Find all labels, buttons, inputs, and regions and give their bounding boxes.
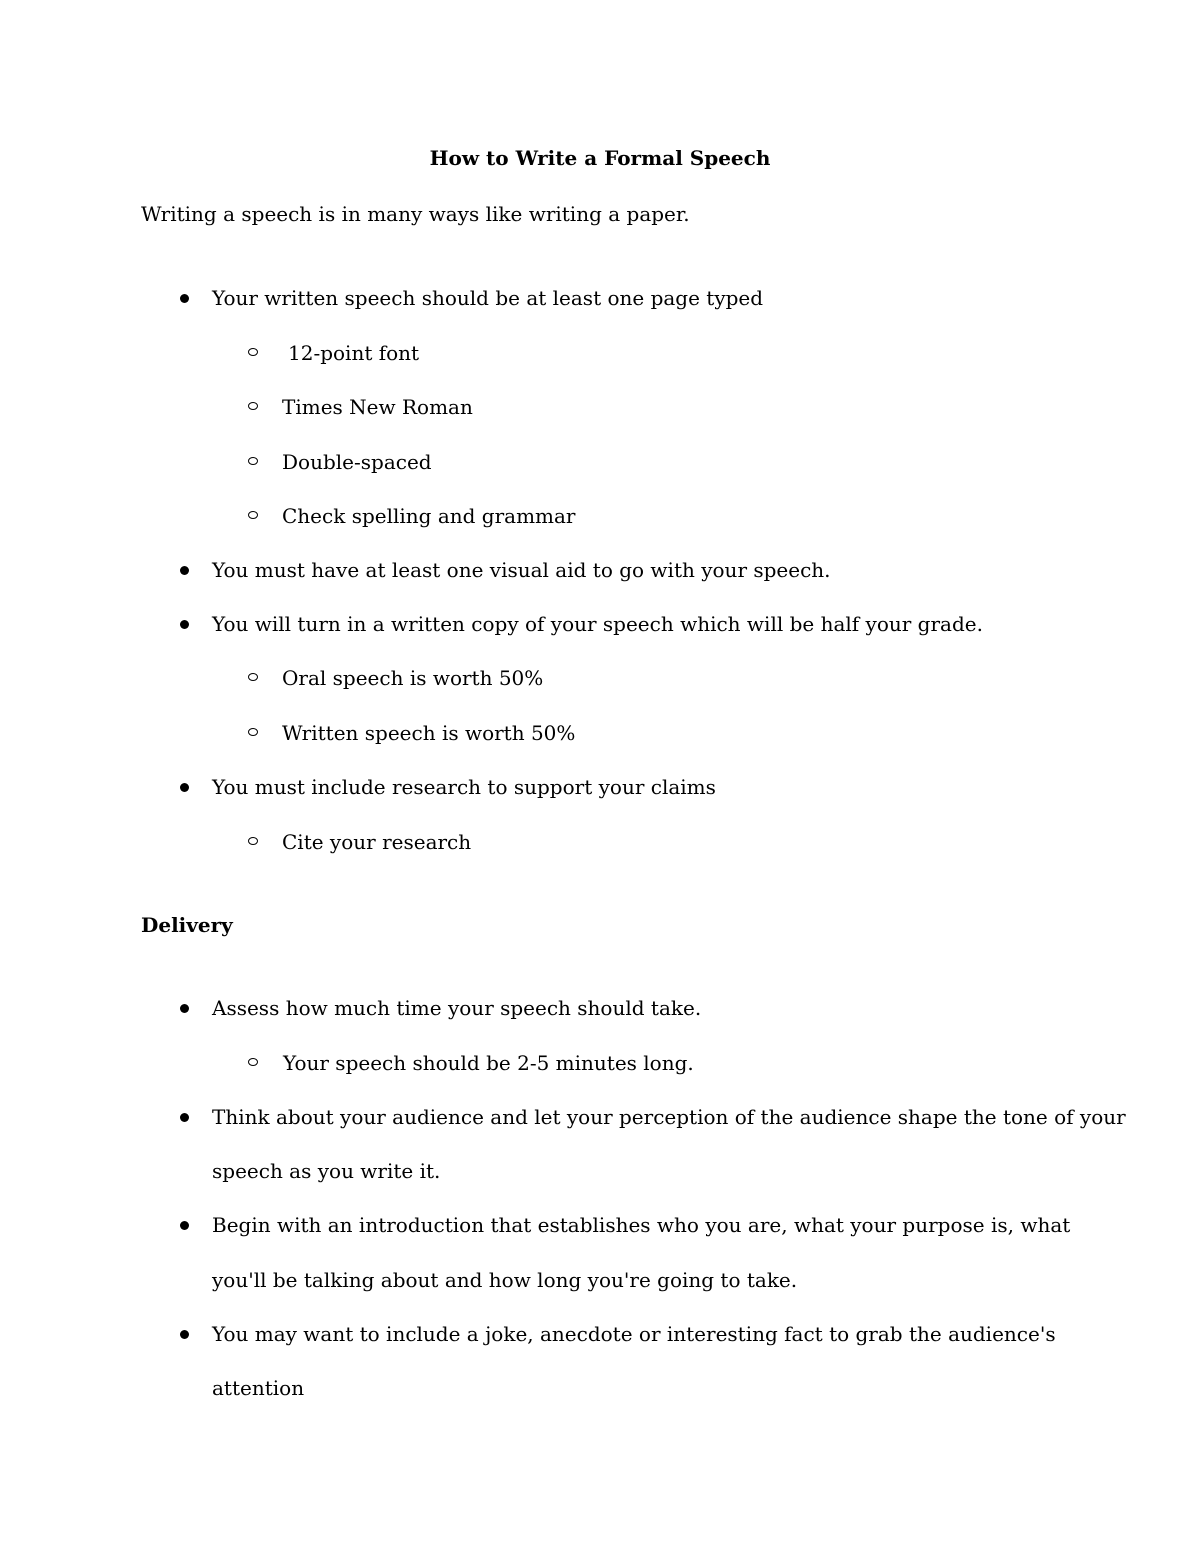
list-item: Your written speech should be at least one page typed [212, 286, 764, 310]
circle-bullet-icon [248, 348, 258, 356]
section-heading-delivery: Delivery [141, 913, 233, 937]
circle-bullet-icon [248, 673, 258, 681]
sub-list-item: Written speech is worth 50% [282, 721, 576, 745]
bullet-icon [180, 783, 189, 792]
sub-list-item: Double-spaced [282, 450, 432, 474]
intro-paragraph: Writing a speech is in many ways like writing a paper. [141, 202, 690, 226]
list-item-continuation: you'll be talking about and how long you're going to take. [212, 1268, 798, 1292]
list-item: You will turn in a written copy of your speech which will be half your grade. [212, 612, 983, 636]
circle-bullet-icon [248, 837, 258, 845]
list-item: Begin with an introduction that establishes who you are, what your purpose is, what [212, 1213, 1071, 1237]
circle-bullet-icon [248, 511, 258, 519]
sub-list-item: 12-point font [288, 341, 420, 365]
sub-list-item: Cite your research [282, 830, 472, 854]
circle-bullet-icon [248, 1058, 258, 1066]
bullet-icon [180, 294, 189, 303]
list-item-continuation: speech as you write it. [212, 1159, 441, 1183]
list-item: You must have at least one visual aid to go with your speech. [212, 558, 831, 582]
sub-list-item: Times New Roman [282, 395, 473, 419]
bullet-icon [180, 1221, 189, 1230]
bullet-icon [180, 1004, 189, 1013]
list-item: Assess how much time your speech should take. [212, 996, 702, 1020]
bullet-icon [180, 566, 189, 575]
bullet-icon [180, 1330, 189, 1339]
circle-bullet-icon [248, 728, 258, 736]
bullet-icon [180, 620, 189, 629]
sub-list-item: Check spelling and grammar [282, 504, 576, 528]
bullet-icon [180, 1113, 189, 1122]
circle-bullet-icon [248, 457, 258, 465]
sub-list-item: Your speech should be 2-5 minutes long. [283, 1051, 694, 1075]
page-title: How to Write a Formal Speech [429, 146, 771, 170]
list-item-continuation: attention [212, 1376, 305, 1400]
list-item: You must include research to support your claims [212, 775, 716, 799]
list-item: Think about your audience and let your perception of the audience shape the tone of your [212, 1105, 1126, 1129]
list-item: You may want to include a joke, anecdote or interesting fact to grab the audience's [212, 1322, 1056, 1346]
circle-bullet-icon [248, 402, 258, 410]
sub-list-item: Oral speech is worth 50% [282, 666, 544, 690]
